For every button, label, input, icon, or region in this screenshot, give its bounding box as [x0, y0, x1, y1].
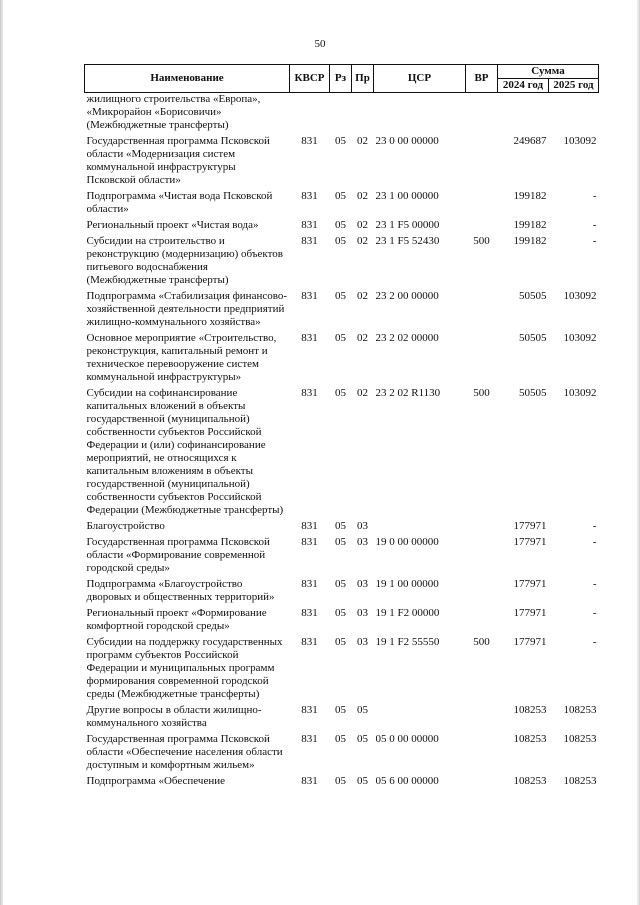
cell-pr: 03 — [357, 536, 368, 548]
cell-vr — [466, 533, 498, 575]
cell-name: Региональный проект «Формирование комфортной городской среды» — [86, 607, 267, 632]
cell-name: Государственная программа Псковской области «Обеспечение населения области доступным и комфортным жильем» — [86, 733, 283, 771]
cell-rz: 05 — [335, 387, 346, 399]
cell-name: Подпрограмма «Стабилизация финансово-хозяйственной деятельности предприятий жилищно-коммунального хозяйства» — [86, 290, 288, 328]
cell-kvsr: 831 — [301, 219, 318, 231]
cell-y2024 — [498, 93, 549, 133]
cell-y2025: - — [592, 578, 597, 590]
cell-name: Государственная программа Псковской области «Формирование современной городской среды» — [86, 536, 270, 574]
cell-kvsr: 831 — [301, 636, 318, 648]
cell-pr: 03 — [357, 607, 368, 619]
cell-csr: 19 1 00 00000 — [375, 578, 439, 590]
cell-kvsr: 831 — [301, 332, 318, 344]
cell-name: Региональный проект «Чистая вода» — [86, 219, 259, 231]
cell-y2025: 103092 — [563, 387, 597, 399]
table-row — [85, 384, 599, 517]
budget-table — [84, 64, 599, 788]
cell-name: Субсидии на строительство и реконструкцию (модернизацию) объектов питьевого водоснабжения (Межбюджетные трансферты) — [86, 235, 283, 286]
table-row — [85, 329, 599, 384]
cell-name: Благоустройство — [86, 520, 165, 532]
cell-kvsr: 831 — [301, 190, 318, 202]
cell-pr: 02 — [357, 219, 368, 231]
cell-rz: 05 — [335, 578, 346, 590]
cell-y2024: 177971 — [513, 636, 547, 648]
page-number: 50 — [314, 38, 326, 50]
cell-pr: 02 — [357, 135, 368, 147]
header-rz: Рз — [330, 65, 352, 93]
cell-csr: 23 2 02 R1130 — [375, 387, 441, 399]
cell-rz: 05 — [335, 190, 346, 202]
cell-csr — [374, 517, 466, 533]
cell-y2025 — [549, 93, 599, 133]
cell-name: Подпрограмма «Обеспечение — [86, 775, 225, 787]
cell-kvsr: 831 — [301, 135, 318, 147]
cell-rz: 05 — [335, 607, 346, 619]
cell-pr: 05 — [357, 733, 368, 745]
cell-kvsr: 831 — [301, 733, 318, 745]
cell-csr: 19 1 F2 00000 — [375, 607, 440, 619]
cell-y2024: 199182 — [513, 219, 547, 231]
cell-kvsr: 831 — [301, 536, 318, 548]
scan-edge-left — [0, 0, 3, 905]
cell-rz: 05 — [335, 332, 346, 344]
cell-pr: 03 — [357, 578, 368, 590]
cell-y2025: 103092 — [563, 135, 597, 147]
cell-csr — [374, 93, 466, 133]
cell-y2025: - — [592, 636, 597, 648]
cell-pr: 02 — [357, 190, 368, 202]
cell-vr — [466, 575, 498, 604]
cell-vr — [466, 93, 498, 133]
cell-rz: 05 — [335, 536, 346, 548]
cell-vr — [466, 730, 498, 772]
cell-pr: 05 — [357, 704, 368, 716]
table-header — [85, 65, 599, 93]
cell-vr: 500 — [473, 387, 490, 399]
cell-vr — [466, 604, 498, 633]
cell-name: Государственная программа Псковской области «Модернизация систем коммунальной инфраструктуры Псковской области» — [86, 135, 270, 186]
table-row — [85, 633, 599, 701]
cell-kvsr: 831 — [301, 387, 318, 399]
cell-vr — [466, 517, 498, 533]
cell-rz: 05 — [335, 219, 346, 231]
cell-y2024: 108253 — [513, 704, 547, 716]
cell-y2024: 249687 — [513, 135, 547, 147]
cell-pr: 02 — [357, 235, 368, 247]
table-row — [85, 604, 599, 633]
cell-y2024: 199182 — [513, 235, 547, 247]
cell-csr: 23 1 F5 52430 — [375, 235, 440, 247]
cell-y2024: 50505 — [519, 387, 547, 399]
table-row — [85, 517, 599, 533]
table-row — [85, 701, 599, 730]
cell-y2025: 108253 — [563, 775, 597, 787]
cell-y2024: 177971 — [513, 578, 547, 590]
cell-name: Подпрограмма «Чистая вода Псковской области» — [86, 190, 273, 215]
cell-vr — [466, 216, 498, 232]
cell-kvsr: 831 — [301, 704, 318, 716]
cell-y2025: - — [592, 219, 597, 231]
cell-kvsr — [290, 93, 330, 133]
cell-vr — [466, 187, 498, 216]
cell-pr: 03 — [357, 520, 368, 532]
cell-y2025: - — [592, 235, 597, 247]
cell-csr: 05 0 00 00000 — [375, 733, 439, 745]
cell-kvsr: 831 — [301, 775, 318, 787]
cell-rz: 05 — [335, 520, 346, 532]
cell-kvsr: 831 — [301, 520, 318, 532]
cell-y2025: 108253 — [563, 704, 597, 716]
cell-rz: 05 — [335, 235, 346, 247]
cell-kvsr: 831 — [301, 290, 318, 302]
cell-pr: 02 — [357, 290, 368, 302]
cell-y2025: - — [592, 520, 597, 532]
cell-csr: 23 2 02 00000 — [375, 332, 439, 344]
cell-y2025: - — [592, 607, 597, 619]
cell-y2025: 103092 — [563, 332, 597, 344]
header-name: Наименование — [85, 65, 290, 93]
cell-name: Субсидии на софинансирование капитальных вложений в объекты государственной (муниципальной) собственности субъектов Российской Федерации и (или) софинансирование мероприятий, не относящихся к капитальным вложениям в объекты государственной (муниципальной) собственности субъектов Российской Федерации (Межбюджетные трансферты) — [86, 387, 284, 516]
cell-rz: 05 — [335, 775, 346, 787]
header-csr: ЦСР — [374, 65, 466, 93]
cell-y2024: 50505 — [519, 290, 547, 302]
cell-name: Основное мероприятие «Строительство, реконструкция, капитальный ремонт и техническое перевооружение систем коммунальной инфраструктуры» — [86, 332, 277, 383]
cell-rz: 05 — [335, 733, 346, 745]
cell-pr: 05 — [357, 775, 368, 787]
cell-csr: 23 0 00 00000 — [375, 135, 439, 147]
cell-csr: 19 0 00 00000 — [375, 536, 439, 548]
header-vr: ВР — [466, 65, 498, 93]
table-row — [85, 772, 599, 788]
cell-pr: 03 — [357, 636, 368, 648]
header-sum: Сумма — [498, 65, 599, 79]
table-row — [85, 132, 599, 187]
table-row — [85, 187, 599, 216]
cell-pr: 02 — [357, 387, 368, 399]
cell-kvsr: 831 — [301, 235, 318, 247]
header-year-2025: 2025 год — [549, 79, 599, 93]
cell-csr: 23 1 00 00000 — [375, 190, 439, 202]
cell-vr — [466, 132, 498, 187]
cell-y2025: 103092 — [563, 290, 597, 302]
cell-y2024: 177971 — [513, 520, 547, 532]
cell-y2024: 108253 — [513, 775, 547, 787]
cell-name: Подпрограмма «Благоустройство дворовых и общественных территорий» — [86, 578, 275, 603]
table-row — [85, 232, 599, 287]
header-pr: Пр — [352, 65, 374, 93]
cell-vr — [466, 329, 498, 384]
cell-csr: 23 1 F5 00000 — [375, 219, 440, 231]
table-row — [85, 575, 599, 604]
cell-y2024: 108253 — [513, 733, 547, 745]
cell-name: жилищного строительства «Европа», «Микрорайон «Борисовичи» (Межбюджетные трансферты) — [86, 93, 261, 131]
cell-name: Другие вопросы в области жилищно-коммунального хозяйства — [86, 704, 262, 729]
cell-vr — [466, 287, 498, 329]
cell-pr: 02 — [357, 332, 368, 344]
cell-y2024: 177971 — [513, 607, 547, 619]
cell-y2025: - — [592, 190, 597, 202]
cell-y2025: 108253 — [563, 733, 597, 745]
cell-csr — [374, 701, 466, 730]
table-body — [85, 93, 599, 789]
table-row — [85, 287, 599, 329]
table-row — [85, 93, 599, 133]
cell-pr — [352, 93, 374, 133]
cell-kvsr: 831 — [301, 607, 318, 619]
cell-csr: 23 2 00 00000 — [375, 290, 439, 302]
cell-vr — [466, 701, 498, 730]
cell-kvsr: 831 — [301, 578, 318, 590]
cell-rz — [330, 93, 352, 133]
cell-rz: 05 — [335, 135, 346, 147]
cell-vr: 500 — [473, 636, 490, 648]
header-year-2024: 2024 год — [498, 79, 549, 93]
cell-y2024: 199182 — [513, 190, 547, 202]
cell-csr: 19 1 F2 55550 — [375, 636, 440, 648]
header-kvsr: КВСР — [290, 65, 330, 93]
cell-y2024: 177971 — [513, 536, 547, 548]
cell-vr: 500 — [473, 235, 490, 247]
cell-name: Субсидии на поддержку государственных программ субъектов Российской Федерации и муниципальных программ формирования современной городской среды (Межбюджетные трансферты) — [86, 636, 283, 700]
cell-rz: 05 — [335, 704, 346, 716]
cell-y2024: 50505 — [519, 332, 547, 344]
cell-rz: 05 — [335, 636, 346, 648]
table-row — [85, 216, 599, 232]
cell-vr — [466, 772, 498, 788]
table-row — [85, 730, 599, 772]
cell-csr: 05 6 00 00000 — [375, 775, 439, 787]
cell-rz: 05 — [335, 290, 346, 302]
cell-y2025: - — [592, 536, 597, 548]
table-row — [85, 533, 599, 575]
